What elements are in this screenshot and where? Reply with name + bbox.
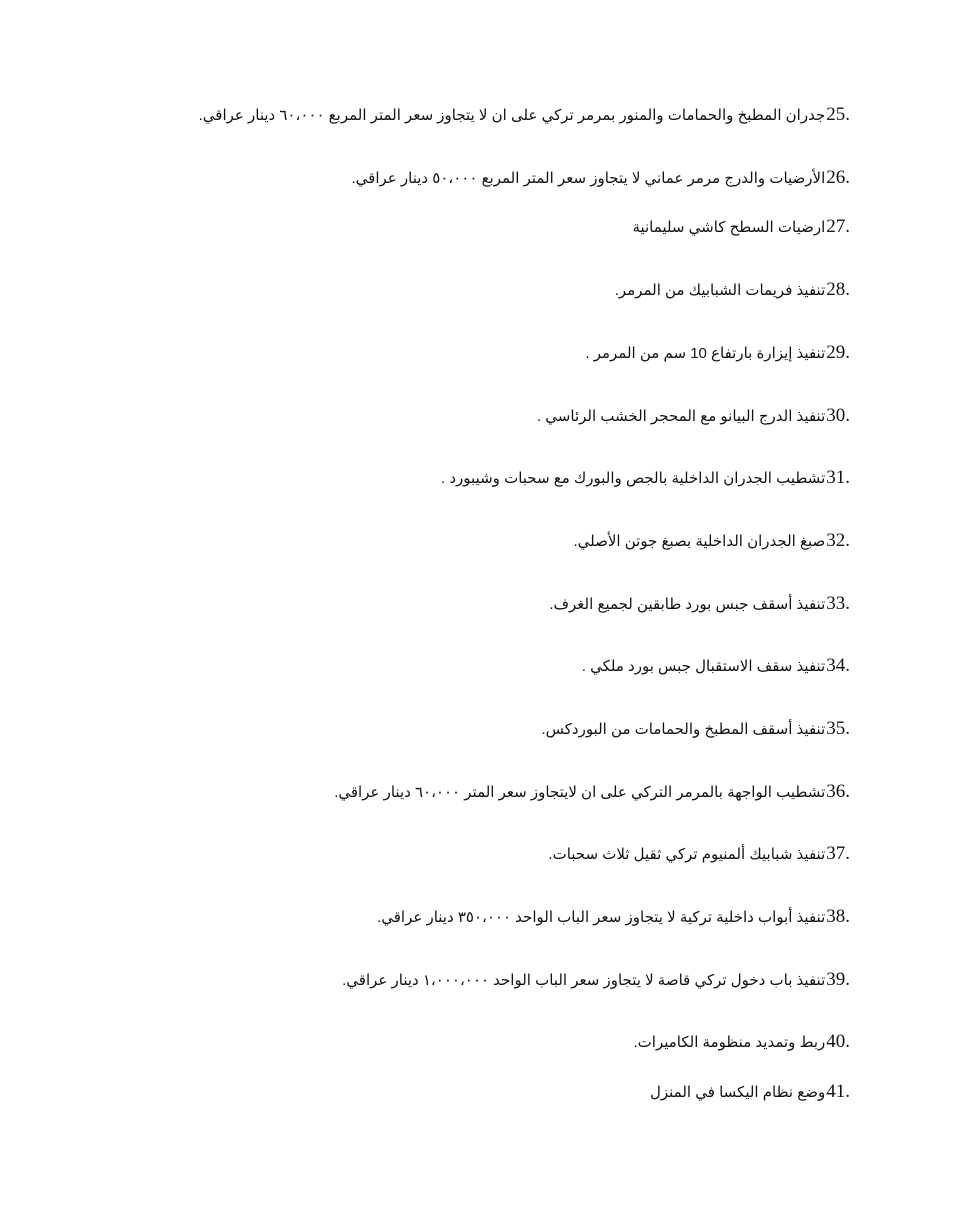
item-text: وضع نظام اليكسا في المنزل xyxy=(649,1084,826,1101)
item-number: 40. xyxy=(826,1031,850,1052)
list-item xyxy=(573,530,850,552)
item-text: تشطيب الجدران الداخلية بالجص والبورك مع سحبات وشيبورد . xyxy=(441,470,826,487)
list-item xyxy=(634,1031,851,1053)
list-item xyxy=(632,216,850,238)
item-text: تنفيذ أبواب داخلية تركية لا يتجاوز سعر الباب الواحد ٣٥٠،٠٠٠ دينار عراقي. xyxy=(377,909,826,926)
item-text: تنفيذ الدرج البيانو مع المحجر الخشب الرئاسي . xyxy=(536,408,826,425)
item-number: 38. xyxy=(826,906,850,927)
item-number: 36. xyxy=(826,781,850,802)
list-item xyxy=(199,104,850,126)
item-number: 29. xyxy=(826,342,850,363)
list-item xyxy=(582,655,850,677)
item-number: 25. xyxy=(826,104,850,125)
list-item xyxy=(615,279,850,301)
item-number: 30. xyxy=(826,405,850,426)
item-number: 32. xyxy=(826,530,850,551)
item-text: تنفيذ فريمات الشبابيك من المرمر. xyxy=(614,282,826,299)
list-item xyxy=(549,593,850,615)
item-number: 27. xyxy=(826,216,850,237)
list-item xyxy=(650,1081,850,1103)
list-item xyxy=(377,906,850,928)
item-text: جدران المطبخ والحمامات والمنور بمرمر تركي على ان لا يتجاوز سعر المتر المربع ٦٠،٠٠٠ دينار عراقي. xyxy=(198,107,826,124)
list-item xyxy=(342,969,850,991)
item-text: تنفيذ سقف الاستقبال جبس بورد ملكي . xyxy=(581,658,826,675)
item-number: 33. xyxy=(826,593,850,614)
item-number: 39. xyxy=(826,969,850,990)
item-text: تنفيذ إيزارة بارتفاع 10 سم من المرمر . xyxy=(585,345,826,362)
item-text: ارضيات السطح كاشي سليمانية xyxy=(632,219,826,236)
item-text: ربط وتمديد منظومة الكاميرات. xyxy=(633,1034,826,1051)
item-text: تنفيذ أسقف جبس بورد طابقين لجميع الغرف. xyxy=(549,596,826,613)
list-item xyxy=(352,167,850,189)
item-number: 37. xyxy=(826,843,850,864)
item-text: صبغ الجدران الداخلية بصبغ جوتن الأصلي. xyxy=(573,533,826,550)
item-number: 26. xyxy=(826,167,850,188)
list-item xyxy=(537,405,850,427)
item-number: 28. xyxy=(826,279,850,300)
item-text: تنفيذ أسقف المطبخ والحمامات من البوردكس. xyxy=(541,721,826,738)
item-text: تنفيذ شبابيك ألمنيوم تركي ثقيل ثلاث سحبات. xyxy=(548,846,826,863)
item-text: الأرضيات والدرج مرمر عماني لا يتجاوز سعر المتر المربع ٥٠،٠٠٠ دينار عراقي. xyxy=(351,170,826,187)
item-text: تنفيذ باب دخول تركي قاصة لا يتجاوز سعر الباب الواحد ١،٠٠٠،٠٠٠ دينار عراقي. xyxy=(342,972,826,989)
list-item xyxy=(548,843,850,865)
item-number: 31. xyxy=(826,467,850,488)
item-number: 41. xyxy=(826,1081,850,1102)
item-text: تشطيب الواجهة بالمرمر التركي على ان لايتجاوز سعر المتر ٦٠،٠٠٠ دينار عراقي. xyxy=(334,784,826,801)
list-item xyxy=(585,342,850,364)
list-item xyxy=(441,467,850,489)
item-number: 35. xyxy=(826,718,850,739)
item-number: 34. xyxy=(826,655,850,676)
list-item xyxy=(334,781,850,803)
list-item xyxy=(541,718,850,740)
